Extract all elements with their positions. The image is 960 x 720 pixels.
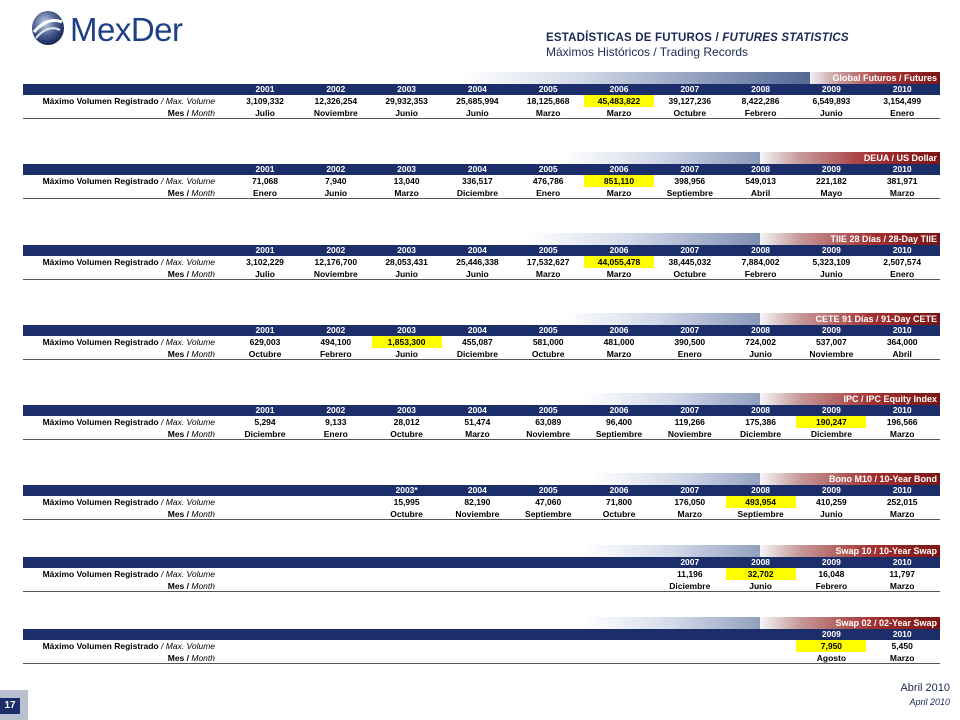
volume-cell: 63,089 bbox=[535, 417, 562, 427]
month-cell: Septiembre bbox=[595, 429, 643, 439]
page-subtitle: Máximos Históricos / Trading Records bbox=[546, 45, 749, 59]
year-cell: 2003 bbox=[397, 325, 417, 335]
volume-cell: 12,176,700 bbox=[314, 257, 358, 267]
month-cell: Octubre bbox=[390, 509, 423, 519]
volume-cell: 390,500 bbox=[674, 337, 706, 347]
month-cell: Febrero bbox=[815, 581, 848, 591]
volume-cell: 47,060 bbox=[535, 497, 562, 507]
month-cell: Noviembre bbox=[667, 429, 712, 439]
month-cell: Junio bbox=[466, 269, 489, 279]
year-cell: 2001 bbox=[255, 405, 275, 415]
year-cell: 2003 bbox=[397, 164, 417, 174]
year-cell: 2009 bbox=[821, 84, 841, 94]
month-cell: Abril bbox=[750, 188, 771, 198]
table-m10 bbox=[23, 473, 940, 520]
volume-cell: 15,995 bbox=[393, 497, 420, 507]
month-cell: Abril bbox=[892, 349, 912, 359]
year-cell: 2008 bbox=[751, 245, 771, 255]
table-ipc bbox=[23, 393, 940, 440]
month-cell: Noviembre bbox=[526, 429, 571, 439]
record-volume-cell: 1,853,300 bbox=[372, 336, 442, 348]
volume-cell: 252,015 bbox=[886, 497, 918, 507]
month-cell: Septiembre bbox=[666, 188, 713, 198]
year-cell: 2009 bbox=[821, 557, 841, 567]
year-cell: 2007 bbox=[680, 557, 700, 567]
year-header-row bbox=[23, 245, 940, 256]
year-cell: 2005 bbox=[538, 405, 558, 415]
year-cell: 2006 bbox=[609, 485, 629, 495]
volume-cell: 39,127,236 bbox=[668, 96, 712, 106]
volume-cell: 17,532,627 bbox=[526, 257, 570, 267]
month-cell: Diciembre bbox=[456, 349, 498, 359]
year-cell: 2009 bbox=[821, 164, 841, 174]
table-title: Swap 02 / 02-Year Swap bbox=[835, 618, 937, 628]
record-volume-cell: 32,702 bbox=[726, 568, 796, 580]
volume-cell: 381,971 bbox=[886, 176, 918, 186]
logo-wordmark: MexDer bbox=[70, 11, 183, 48]
month-row-label: Mes / Month bbox=[167, 429, 215, 439]
year-cell: 2007 bbox=[680, 164, 700, 174]
year-cell: 2008 bbox=[751, 557, 771, 567]
year-cell: 2009 bbox=[821, 485, 841, 495]
volume-row-label: Máximo Volumen Registrado / Max. Volume bbox=[42, 257, 215, 267]
volume-cell: 537,007 bbox=[816, 337, 847, 347]
volume-cell: 175,386 bbox=[745, 417, 776, 427]
year-cell: 2001 bbox=[255, 164, 275, 174]
month-cell: Junio bbox=[466, 108, 489, 118]
footer-date-es: Abril 2010 bbox=[900, 682, 950, 694]
year-cell: 2010 bbox=[892, 485, 912, 495]
year-cell: 2004 bbox=[467, 405, 487, 415]
year-cell: 2006 bbox=[609, 84, 629, 94]
volume-cell: 119,266 bbox=[674, 417, 705, 427]
year-header-row bbox=[23, 557, 940, 568]
volume-cell: 221,182 bbox=[816, 176, 847, 186]
year-header-row bbox=[23, 84, 940, 95]
table-title: DEUA / US Dollar bbox=[863, 153, 937, 163]
table-banner bbox=[23, 545, 940, 557]
month-cell: Junio bbox=[749, 349, 772, 359]
year-cell: 2005 bbox=[538, 164, 558, 174]
month-cell: Noviembre bbox=[455, 509, 500, 519]
month-cell: Noviembre bbox=[313, 108, 358, 118]
month-cell: Enero bbox=[252, 188, 278, 198]
table-banner bbox=[23, 72, 940, 84]
record-volume-cell: 45,483,822 bbox=[584, 95, 654, 107]
month-cell: Marzo bbox=[465, 429, 490, 439]
table-deua bbox=[23, 152, 940, 199]
year-cell: 2002 bbox=[326, 245, 346, 255]
month-cell: Octubre bbox=[673, 269, 707, 279]
volume-cell: 82,190 bbox=[464, 497, 491, 507]
volume-row-label: Máximo Volumen Registrado / Max. Volume bbox=[42, 497, 215, 507]
month-cell: Diciembre bbox=[810, 429, 852, 439]
year-cell: 2005 bbox=[538, 84, 558, 94]
month-row-label: Mes / Month bbox=[167, 108, 215, 118]
year-cell: 2010 bbox=[892, 325, 912, 335]
volume-cell: 364,000 bbox=[886, 337, 918, 347]
volume-cell: 549,013 bbox=[745, 176, 776, 186]
month-cell: Noviembre bbox=[313, 269, 358, 279]
year-cell: 2009 bbox=[821, 325, 841, 335]
volume-row bbox=[23, 416, 940, 428]
year-cell: 2008 bbox=[751, 164, 771, 174]
volume-cell: 9,133 bbox=[325, 417, 347, 427]
volume-cell: 71,800 bbox=[606, 497, 632, 507]
volume-cell: 25,446,338 bbox=[456, 257, 499, 267]
year-cell: 2008 bbox=[751, 84, 771, 94]
volume-cell: 724,002 bbox=[745, 337, 776, 347]
year-cell: 2010 bbox=[892, 245, 912, 255]
month-cell: Junio bbox=[324, 188, 348, 198]
month-cell: Enero bbox=[890, 269, 915, 279]
year-cell: 2002 bbox=[326, 84, 346, 94]
volume-row bbox=[23, 175, 940, 187]
table-cete bbox=[23, 313, 940, 360]
year-cell: 2004 bbox=[467, 485, 487, 495]
volume-cell: 7,940 bbox=[325, 176, 347, 186]
month-cell: Junio bbox=[820, 269, 843, 279]
mexder-globe-icon bbox=[30, 8, 66, 48]
month-cell: Febrero bbox=[744, 269, 777, 279]
year-cell: 2007 bbox=[680, 485, 700, 495]
record-volume-cell: 851,110 bbox=[584, 175, 654, 187]
record-volume-cell: 190,247 bbox=[796, 416, 866, 428]
year-cell: 2010 bbox=[892, 629, 912, 639]
month-cell: Marzo bbox=[889, 581, 915, 591]
year-header-row bbox=[23, 164, 940, 175]
month-row-label: Mes / Month bbox=[167, 349, 215, 359]
table-banner bbox=[23, 473, 940, 485]
volume-cell: 38,445,032 bbox=[668, 257, 712, 267]
table-banner bbox=[23, 393, 940, 405]
year-header-row bbox=[23, 325, 940, 336]
year-cell: 2010 bbox=[892, 405, 912, 415]
volume-cell: 29,932,353 bbox=[385, 96, 428, 106]
table-title: Swap 10 / 10-Year Swap bbox=[835, 546, 937, 556]
month-cell: Junio bbox=[820, 509, 843, 519]
month-cell: Marzo bbox=[535, 269, 561, 279]
month-row-label: Mes / Month bbox=[167, 581, 215, 591]
month-cell: Enero bbox=[677, 349, 702, 359]
month-row bbox=[23, 652, 940, 664]
volume-cell: 398,956 bbox=[674, 176, 706, 186]
volume-row bbox=[23, 336, 940, 348]
page-title: ESTADÍSTICAS DE FUTUROS / FUTURES STATISTICS bbox=[546, 32, 849, 44]
month-cell: Mayo bbox=[820, 188, 843, 198]
table-banner bbox=[23, 617, 940, 629]
record-volume-cell: 44,055,478 bbox=[584, 256, 654, 268]
volume-cell: 476,786 bbox=[532, 176, 564, 186]
month-cell: Enero bbox=[323, 429, 348, 439]
volume-cell: 455,087 bbox=[462, 337, 493, 347]
month-row bbox=[23, 268, 940, 280]
year-cell: 2007 bbox=[680, 325, 700, 335]
month-cell: Marzo bbox=[889, 509, 915, 519]
volume-cell: 7,884,002 bbox=[741, 257, 780, 267]
volume-cell: 18,125,868 bbox=[526, 96, 570, 106]
month-cell: Junio bbox=[395, 108, 418, 118]
volume-row-label: Máximo Volumen Registrado / Max. Volume bbox=[42, 417, 215, 427]
year-cell: 2008 bbox=[751, 405, 771, 415]
volume-cell: 196,566 bbox=[886, 417, 918, 427]
volume-cell: 481,000 bbox=[603, 337, 635, 347]
year-cell: 2008 bbox=[751, 325, 771, 335]
year-header-row bbox=[23, 485, 940, 496]
table-title: IPC / IPC Equity Index bbox=[843, 394, 937, 404]
month-cell: Octubre bbox=[673, 108, 707, 118]
volume-cell: 51,474 bbox=[464, 417, 491, 427]
month-cell: Diciembre bbox=[456, 188, 498, 198]
volume-cell: 16,048 bbox=[818, 569, 845, 579]
volume-row-label: Máximo Volumen Registrado / Max. Volume bbox=[42, 96, 215, 106]
volume-cell: 28,012 bbox=[393, 417, 420, 427]
month-cell: Diciembre bbox=[669, 581, 711, 591]
month-row bbox=[23, 428, 940, 440]
month-cell: Marzo bbox=[606, 349, 632, 359]
year-cell: 2006 bbox=[609, 325, 629, 335]
month-cell: Febrero bbox=[319, 349, 352, 359]
volume-row bbox=[23, 496, 940, 508]
month-row-label: Mes / Month bbox=[167, 269, 215, 279]
table-global bbox=[23, 72, 940, 119]
year-cell: 2005 bbox=[538, 245, 558, 255]
month-cell: Enero bbox=[890, 108, 915, 118]
page-header bbox=[546, 32, 849, 59]
month-cell: Marzo bbox=[606, 269, 632, 279]
year-cell: 2006 bbox=[609, 245, 629, 255]
month-row bbox=[23, 187, 940, 199]
volume-cell: 8,422,286 bbox=[741, 96, 780, 106]
year-cell: 2002 bbox=[326, 325, 346, 335]
month-cell: Marzo bbox=[889, 429, 915, 439]
year-cell: 2007 bbox=[680, 84, 700, 94]
volume-cell: 71,068 bbox=[252, 176, 278, 186]
month-row-label: Mes / Month bbox=[167, 653, 215, 663]
table-title: Bono M10 / 10-Year Bond bbox=[828, 474, 937, 484]
year-header-row bbox=[23, 629, 940, 640]
year-cell: 2005 bbox=[538, 325, 558, 335]
year-cell: 2001 bbox=[255, 84, 275, 94]
volume-cell: 11,797 bbox=[889, 569, 915, 579]
month-row-label: Mes / Month bbox=[167, 188, 215, 198]
year-cell: 2007 bbox=[680, 245, 700, 255]
record-volume-cell: 493,954 bbox=[726, 496, 796, 508]
footer-date bbox=[900, 682, 950, 707]
month-cell: Octubre bbox=[602, 509, 636, 519]
month-cell: Julio bbox=[255, 269, 275, 279]
month-row bbox=[23, 508, 940, 520]
volume-row-label: Máximo Volumen Registrado / Max. Volume bbox=[42, 641, 215, 651]
volume-row-label: Máximo Volumen Registrado / Max. Volume bbox=[42, 337, 215, 347]
year-cell: 2004 bbox=[467, 325, 487, 335]
month-cell: Marzo bbox=[606, 188, 632, 198]
year-cell: 2007 bbox=[680, 405, 700, 415]
month-cell: Octubre bbox=[248, 349, 282, 359]
year-cell: 2002 bbox=[326, 405, 346, 415]
volume-row-label: Máximo Volumen Registrado / Max. Volume bbox=[42, 569, 215, 579]
month-cell: Octubre bbox=[531, 349, 565, 359]
table-title: Global Futuros / Futures bbox=[832, 73, 937, 83]
month-cell: Agosto bbox=[816, 653, 847, 663]
year-header-row bbox=[23, 405, 940, 416]
volume-cell: 5,294 bbox=[254, 417, 276, 427]
volume-cell: 3,102,229 bbox=[246, 257, 284, 267]
volume-cell: 12,326,254 bbox=[314, 96, 358, 106]
year-cell: 2001 bbox=[255, 245, 275, 255]
volume-cell: 581,000 bbox=[532, 337, 564, 347]
volume-cell: 25,685,994 bbox=[456, 96, 499, 106]
year-cell: 2006 bbox=[609, 164, 629, 174]
month-row bbox=[23, 580, 940, 592]
year-cell: 2003 bbox=[397, 405, 417, 415]
year-cell: 2005 bbox=[538, 485, 558, 495]
month-cell: Junio bbox=[395, 269, 418, 279]
month-cell: Diciembre bbox=[740, 429, 782, 439]
volume-cell: 629,003 bbox=[249, 337, 281, 347]
year-cell: 2004 bbox=[467, 84, 487, 94]
table-swap02 bbox=[23, 617, 940, 664]
month-cell: Junio bbox=[749, 581, 772, 591]
month-cell: Marzo bbox=[535, 108, 561, 118]
month-cell: Octubre bbox=[390, 429, 423, 439]
month-cell: Marzo bbox=[889, 653, 915, 663]
month-cell: Marzo bbox=[394, 188, 419, 198]
year-cell: 2004 bbox=[467, 164, 487, 174]
table-banner bbox=[23, 152, 940, 164]
page-number-tab bbox=[0, 690, 28, 720]
year-cell: 2009 bbox=[821, 245, 841, 255]
volume-cell: 5,450 bbox=[891, 641, 913, 651]
month-row bbox=[23, 107, 940, 119]
table-banner bbox=[23, 233, 940, 245]
volume-cell: 410,259 bbox=[816, 497, 847, 507]
month-cell: Marzo bbox=[677, 509, 703, 519]
month-cell: Junio bbox=[395, 349, 418, 359]
volume-cell: 2,507,574 bbox=[883, 257, 922, 267]
table-title: CETE 91 Días / 91-Day CETE bbox=[815, 314, 937, 324]
month-cell: Marzo bbox=[606, 108, 632, 118]
month-row bbox=[23, 348, 940, 360]
year-cell: 2003 bbox=[397, 84, 417, 94]
year-cell: 2002 bbox=[326, 164, 346, 174]
volume-cell: 3,109,332 bbox=[246, 96, 284, 106]
year-cell: 2001 bbox=[255, 325, 275, 335]
table-tiie bbox=[23, 233, 940, 280]
mexder-logo bbox=[30, 8, 200, 52]
year-cell: 2010 bbox=[892, 84, 912, 94]
volume-cell: 11,196 bbox=[677, 569, 703, 579]
volume-cell: 336,517 bbox=[462, 176, 493, 186]
month-cell: Julio bbox=[255, 108, 275, 118]
volume-row bbox=[23, 256, 940, 268]
volume-row-label: Máximo Volumen Registrado / Max. Volume bbox=[42, 176, 215, 186]
volume-cell: 13,040 bbox=[393, 176, 420, 186]
volume-row bbox=[23, 95, 940, 107]
month-cell: Diciembre bbox=[244, 429, 286, 439]
volume-cell: 176,050 bbox=[674, 497, 706, 507]
table-banner bbox=[23, 313, 940, 325]
year-cell: 2010 bbox=[892, 557, 912, 567]
year-cell: 2006 bbox=[609, 405, 629, 415]
year-cell: 2004 bbox=[467, 245, 487, 255]
month-cell: Enero bbox=[536, 188, 561, 198]
month-cell: Febrero bbox=[744, 108, 777, 118]
month-cell: Septiembre bbox=[737, 509, 784, 519]
volume-row bbox=[23, 640, 940, 652]
month-cell: Septiembre bbox=[525, 509, 572, 519]
volume-row bbox=[23, 568, 940, 580]
record-volume-cell: 7,950 bbox=[796, 640, 866, 652]
volume-cell: 6,549,893 bbox=[812, 96, 851, 106]
year-cell: 2003* bbox=[395, 485, 418, 495]
year-cell: 2009 bbox=[821, 405, 841, 415]
month-cell: Junio bbox=[820, 108, 843, 118]
volume-cell: 28,053,431 bbox=[385, 257, 428, 267]
month-cell: Marzo bbox=[889, 188, 915, 198]
volume-cell: 5,323,109 bbox=[812, 257, 851, 267]
year-cell: 2010 bbox=[892, 164, 912, 174]
month-row-label: Mes / Month bbox=[167, 509, 215, 519]
table-swap10 bbox=[23, 545, 940, 592]
volume-cell: 3,154,499 bbox=[883, 96, 922, 106]
volume-cell: 494,100 bbox=[320, 337, 352, 347]
month-cell: Noviembre bbox=[809, 349, 854, 359]
footer-date-en: April 2010 bbox=[909, 697, 950, 707]
year-cell: 2003 bbox=[397, 245, 417, 255]
page-number: 17 bbox=[0, 698, 20, 714]
table-title: TIIE 28 Días / 28-Day TIIE bbox=[830, 234, 937, 244]
volume-cell: 96,400 bbox=[606, 417, 632, 427]
year-cell: 2008 bbox=[751, 485, 771, 495]
year-cell: 2009 bbox=[821, 629, 841, 639]
